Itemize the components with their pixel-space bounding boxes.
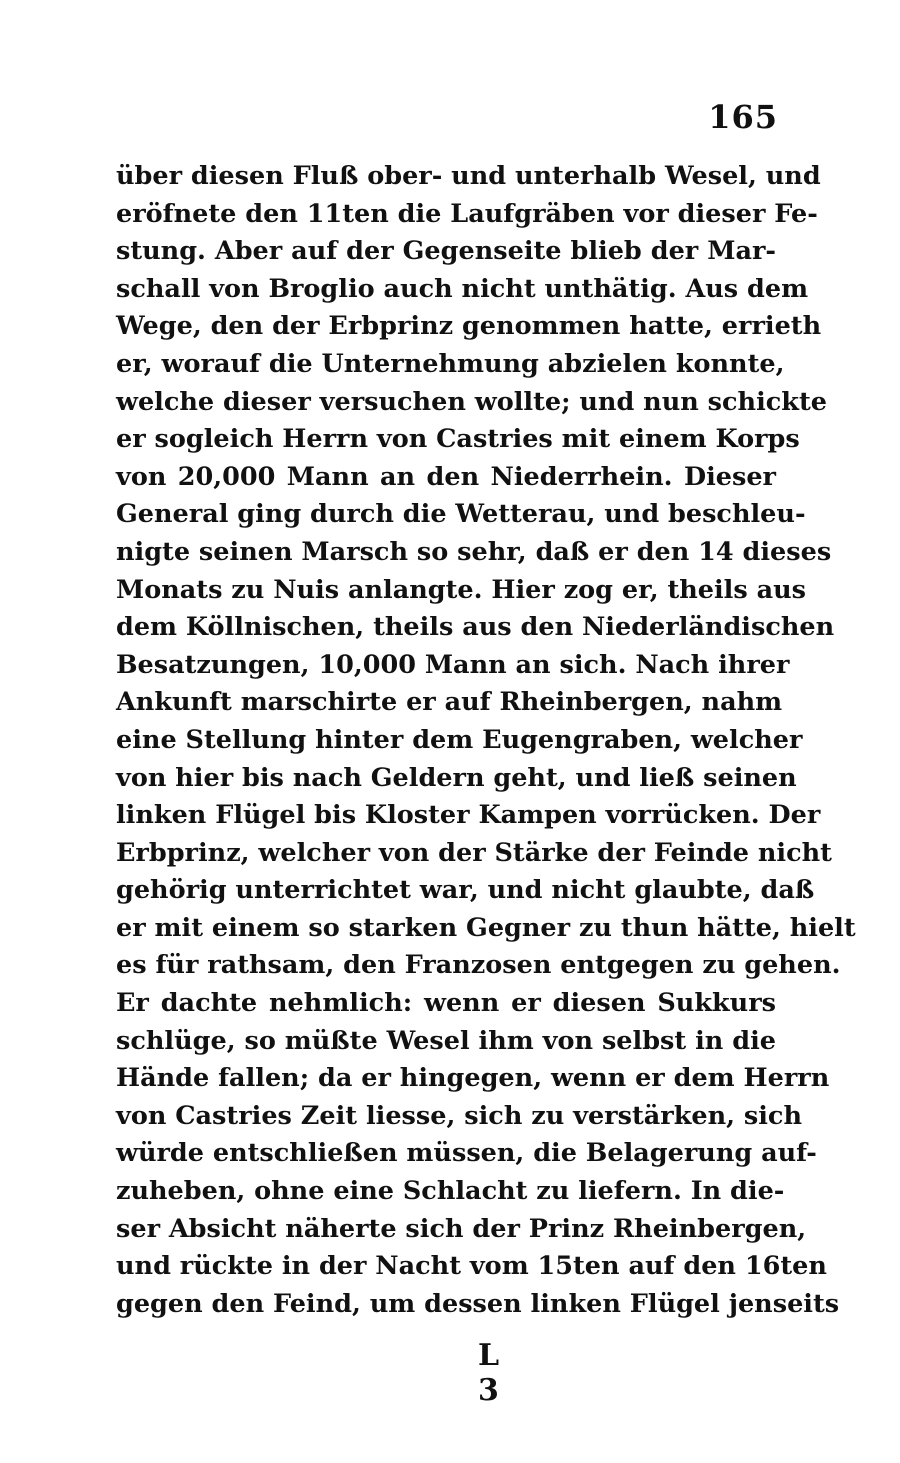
text-line: ser Absicht näherte sich der Prinz Rheinbergen,: [116, 1213, 807, 1244]
signature-mark: L 3: [478, 1338, 512, 1408]
text-line: von 20,000 Mann an den Niederrhein. Dieser: [116, 461, 776, 492]
text-line: stung. Aber auf der Gegenseite blieb der Mar-: [116, 236, 776, 267]
text-line: Ankunft marschirte er auf Rheinbergen, nahm: [116, 687, 783, 718]
text-line: zuheben, ohne eine Schlacht zu liefern. In die-: [116, 1176, 785, 1207]
text-line: er mit einem so starken Gegner zu thun hätte, hielt: [116, 912, 856, 943]
text-line: eröfnete den 11ten die Laufgräben vor dieser Fe-: [116, 198, 818, 229]
text-line: gegen den Feind, um dessen linken Flügel jenseits: [116, 1288, 840, 1319]
text-line: welche dieser versuchen wollte; und nun schickte: [116, 386, 827, 417]
text-line: General ging durch die Wetterau, und beschleu-: [116, 499, 806, 530]
text-line: nigte seinen Marsch so sehr, daß er den 14 dieses: [116, 536, 832, 567]
text-line: Er dachte nehmlich: wenn er diesen Sukkurs: [116, 988, 776, 1019]
text-line: schlüge, so müßte Wesel ihm von selbst in die: [116, 1025, 776, 1056]
text-line: Hände fallen; da er hingegen, wenn er dem Herrn: [116, 1063, 830, 1094]
text-line: Erbprinz, welcher von der Stärke der Feinde nicht: [116, 837, 832, 868]
text-line: gehörig unterrichtet war, und nicht glaubte, daß: [116, 875, 815, 906]
text-line: Wege, den der Erbprinz genommen hatte, errieth: [116, 311, 822, 342]
text-line: würde entschließen müssen, die Belagerung auf-: [116, 1138, 817, 1169]
body-text: [116, 158, 856, 1323]
text-line: er sogleich Herrn von Castries mit einem Korps: [116, 424, 800, 455]
text-line: von Castries Zeit liesse, sich zu verstärken, sich: [116, 1100, 802, 1131]
page-number: 165: [708, 98, 778, 136]
text-line: linken Flügel bis Kloster Kampen vorrücken. Der: [116, 800, 821, 831]
text-line: und rückte in der Nacht vom 15ten auf den 16ten: [116, 1251, 827, 1282]
text-line: schall von Broglio auch nicht unthätig. Aus dem: [116, 273, 809, 304]
text-line: es für rathsam, den Franzosen entgegen zu gehen.: [116, 950, 841, 981]
text-line: von hier bis nach Geldern geht, und ließ seinen: [116, 762, 797, 793]
text-line: eine Stellung hinter dem Eugengraben, welcher: [116, 724, 803, 755]
text-line: dem Köllnischen, theils aus den Niederländischen: [116, 612, 835, 643]
text-line: Besatzungen, 10,000 Mann an sich. Nach ihrer: [116, 649, 790, 680]
text-line: über diesen Fluß ober- und unterhalb Wesel, und: [116, 161, 821, 191]
text-line: Monats zu Nuis anlangte. Hier zog er, theils aus: [116, 574, 807, 605]
text-line: er, worauf die Unternehmung abzielen konnte,: [116, 348, 785, 379]
